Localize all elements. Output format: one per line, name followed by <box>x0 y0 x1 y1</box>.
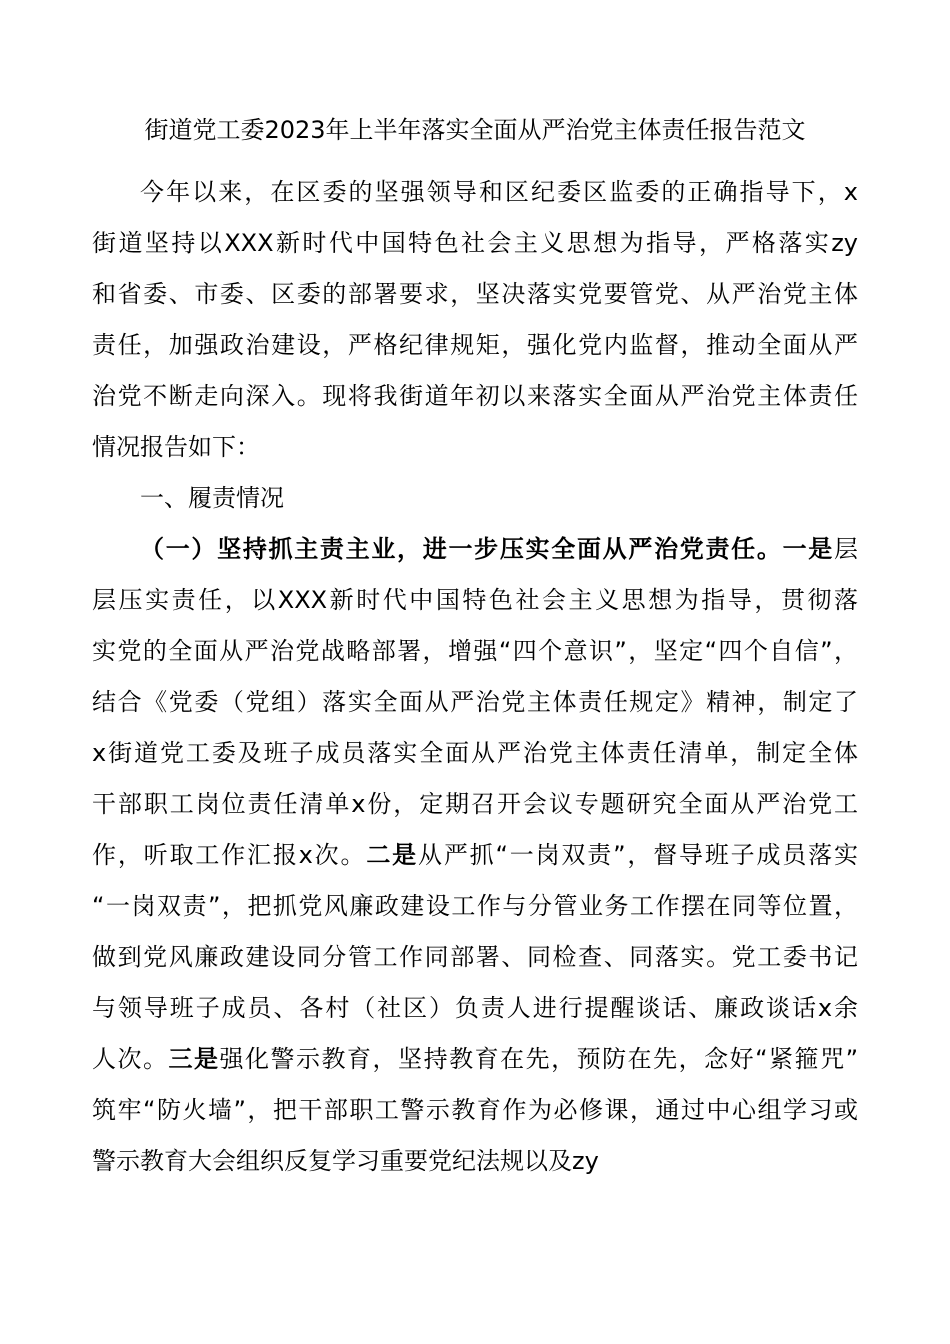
text-fragment: 层 <box>834 535 859 563</box>
paragraph-line: 干部职工岗位责任清单x份，定期召开会议专题研究全面从严治党工 <box>92 790 858 818</box>
ordinal-marker: 一是 <box>782 535 835 563</box>
paragraph-line: 结合《党委（党组）落实全面从严治党主体责任规定》精神，制定了 <box>92 688 858 716</box>
subsection-heading: （一）坚持抓主责主业，进一步压实全面从严治党责任。 <box>140 535 783 563</box>
paragraph-line <box>140 531 858 567</box>
paragraph-line: 做到党风廉政建设同分管工作同部署、同检查、同落实。党工委书记 <box>92 943 858 971</box>
paragraph-line <box>92 1041 858 1077</box>
paragraph-line: 层压实责任，以XXX新时代中国特色社会主义思想为指导，贯彻落 <box>92 586 858 614</box>
ordinal-marker: 三是 <box>168 1045 220 1073</box>
ordinal-marker: 二是 <box>366 841 419 869</box>
intro-line: 责任，加强政治建设，严格纪律规矩，强化党内监督，推动全面从严 <box>92 331 858 359</box>
paragraph-line: “一岗双责”，把抓党风廉政建设工作与分管业务工作摆在同等位置， <box>92 892 858 920</box>
section-heading: 一、履责情况 <box>140 484 284 512</box>
intro-line: 今年以来，在区委的坚强领导和区纪委区监委的正确指导下，x <box>140 178 858 206</box>
document-title: 街道党工委2023年上半年落实全面从严治党主体责任报告范文 <box>144 116 806 144</box>
text-fragment: 人次。 <box>92 1045 169 1073</box>
paragraph-line: 筑牢“防火墙”，把干部职工警示教育作为必修课，通过中心组学习或 <box>92 1096 858 1124</box>
intro-line: 情况报告如下： <box>92 433 260 461</box>
text-fragment: 强化警示教育，坚持教育在先，预防在先，念好“紧箍咒” <box>219 1045 859 1073</box>
intro-line: 治党不断走向深入。现将我街道年初以来落实全面从严治党主体责任 <box>92 382 858 410</box>
intro-line: 和省委、市委、区委的部署要求，坚决落实党要管党、从严治党主体 <box>92 280 858 308</box>
paragraph-line: x街道党工委及班子成员落实全面从严治党主体责任清单，制定全体 <box>92 739 858 767</box>
paragraph-line: 警示教育大会组织反复学习重要党纪法规以及zy <box>92 1147 599 1175</box>
text-fragment: 作，听取工作汇报x次。 <box>92 841 367 869</box>
paragraph-line: 实党的全面从严治党战略部署，增强“四个意识”，坚定“四个自信”， <box>92 637 858 665</box>
paragraph-line <box>92 837 858 873</box>
paragraph-line: 与领导班子成员、各村（社区）负责人进行提醒谈话、廉政谈话x余 <box>92 994 858 1022</box>
intro-line: 街道坚持以XXX新时代中国特色社会主义思想为指导，严格落实zy <box>92 229 858 257</box>
text-fragment: 从严抓“一岗双责”，督导班子成员落实 <box>418 841 859 869</box>
